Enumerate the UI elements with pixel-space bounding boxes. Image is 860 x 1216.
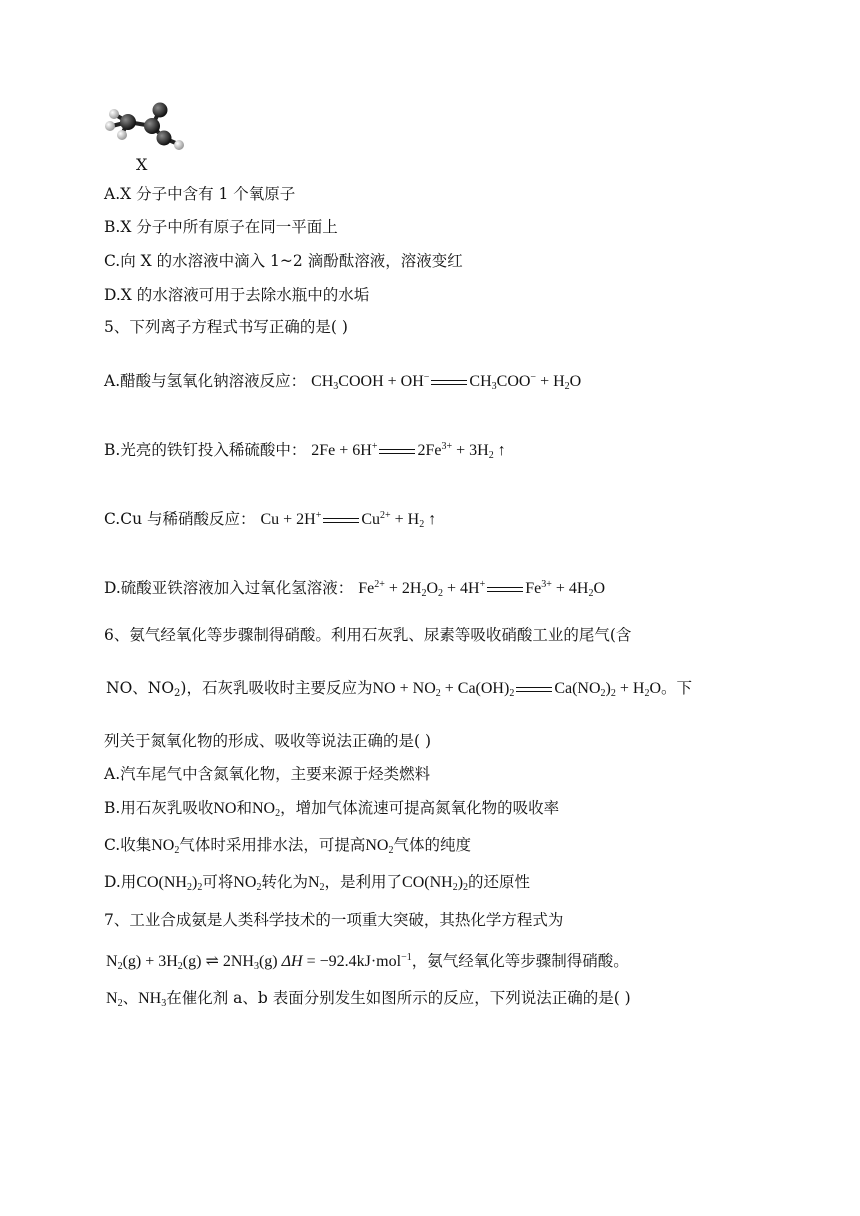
q6-stem-line2: NO、$NO_2$)，石灰乳吸收时主要反应为NO + $NO_2 + Ca(OH)_2$ $Ca(NO_2)_2 + H_2O$。下 [106,679,693,699]
q6-stem-text: ，石灰乳吸收时主要反应为 [186,679,373,697]
q6-option-d-text2: 可将 [202,873,234,891]
q5-stem: 5、下列离子方程式书写正确的是( ) [104,318,348,336]
q6-option-c-text3: 气体的纯度 [393,836,471,854]
q4-option-b: B.X 分子中所有原子在同一平面上 [104,218,338,236]
molecule-x-label: X [136,155,148,174]
molecule-x-model-icon [100,100,192,156]
q5-option-b [104,436,506,467]
q5-option-c-label: C.Cu 与稀硝酸反应： [104,510,256,528]
q7-stem-line2-text: ，氨气经氧化等步骤制得硝酸。 [411,952,629,970]
q5-option-b-label: B.光亮的铁钉投入稀硫酸中： [104,441,307,459]
q6-option-d-text4: ，是利用了 [324,873,403,891]
q7-stem-line1: 7、工业合成氨是人类科学技术的一项重大突破，其热化学方程式为 [104,911,564,929]
q5-option-a-label: A.醋酸与氢氧化钠溶液反应： [104,372,307,390]
q6-option-b-text1: B.用石灰乳吸收 [104,799,214,817]
q5-option-d-equation: $Fe^{2+} + 2H_2O_2 + 4H^+$ $Fe^{3+} + 4H_2O$ [358,579,606,599]
q6-stem-end: 。下 [661,679,693,697]
q7-thermo-equation: $N_2(g) + 3H_2(g)$ ⇌ $2NH_3(g) \Delta H = -92.4kJ\cdot mol^{-1}$ [106,952,412,972]
q4-option-d: D.X 的水溶液可用于去除水瓶中的水垢 [104,286,370,304]
q6-stem-line1: 6、氨气经氧化等步骤制得硝酸。利用石灰乳、尿素等吸收硝酸工业的尾气(含 [104,626,632,644]
q5-option-a [104,367,581,398]
q6-option-b-text3: ，增加气体流速可提高氮氧化物的吸收率 [280,799,560,817]
q6-option-c-text2: 气体时采用排水法，可提高 [179,836,366,854]
q6-reaction-equation: NO + $NO_2 + Ca(OH)_2$ $Ca(NO_2)_2 + H_2O$ [372,680,661,699]
q6-stem-line3: 列关于氮氧化物的形成、吸收等说法正确的是( ) [104,732,432,750]
q6-option-b: B.用石灰乳吸收NO和$NO_2$，增加气体流速可提高氮氧化物的吸收率 [104,799,560,819]
q6-option-c: C.收集$NO_2$气体时采用排水法，可提高$NO_2$气体的纯度 [104,836,471,856]
q7-stem-line3-text: 在催化剂 a、b 表面分别发生如图所示的反应，下列说法正确的是( ) [166,989,631,1007]
q4-option-a: A.X 分子中含有 1 个氧原子 [104,185,296,203]
q6-option-a: A.汽车尾气中含氮氧化物，主要来源于烃类燃料 [104,765,431,783]
q5-option-c [104,505,436,536]
q6-option-c-text1: C.收集 [104,836,152,854]
q6-option-d-text5: 的还原性 [468,873,531,891]
q7-stem-line3: $N_2$、$NH_3$在催化剂 a、b 表面分别发生如图所示的反应，下列说法正确的是( ) [106,989,631,1009]
q7-stem-line2 [106,947,629,978]
q5-option-a-equation: $CH_3COOH + OH^-$ $CH_3COO^- + H_2O$ [311,372,582,392]
q6-option-d-text3: 转化为 [261,873,308,891]
q5-option-d [104,574,605,605]
q4-option-c: C.向 X 的水溶液中滴入 1~2 滴酚酞溶液，溶液变红 [104,252,463,270]
q5-option-c-equation: Cu + 2H+ $Cu^{2+} + H_2$ ↑ [260,510,437,530]
q6-option-d-text1: D.用 [104,873,137,891]
q5-option-d-label: D.硫酸亚铁溶液加入过氧化氢溶液： [104,579,354,597]
q6-option-b-text2: 和 [236,799,252,817]
q6-stem-gases: NO、NO [106,679,175,697]
q5-option-b-equation: 2Fe + 6H+ $2Fe^{3+} + 3H_2$ ↑ [311,441,506,461]
q6-option-d: D.用$CO(NH_2)_2$可将$NO_2$转化为$N_2$，是利用了$CO(NH_2)_2$的还原性 [104,873,531,893]
